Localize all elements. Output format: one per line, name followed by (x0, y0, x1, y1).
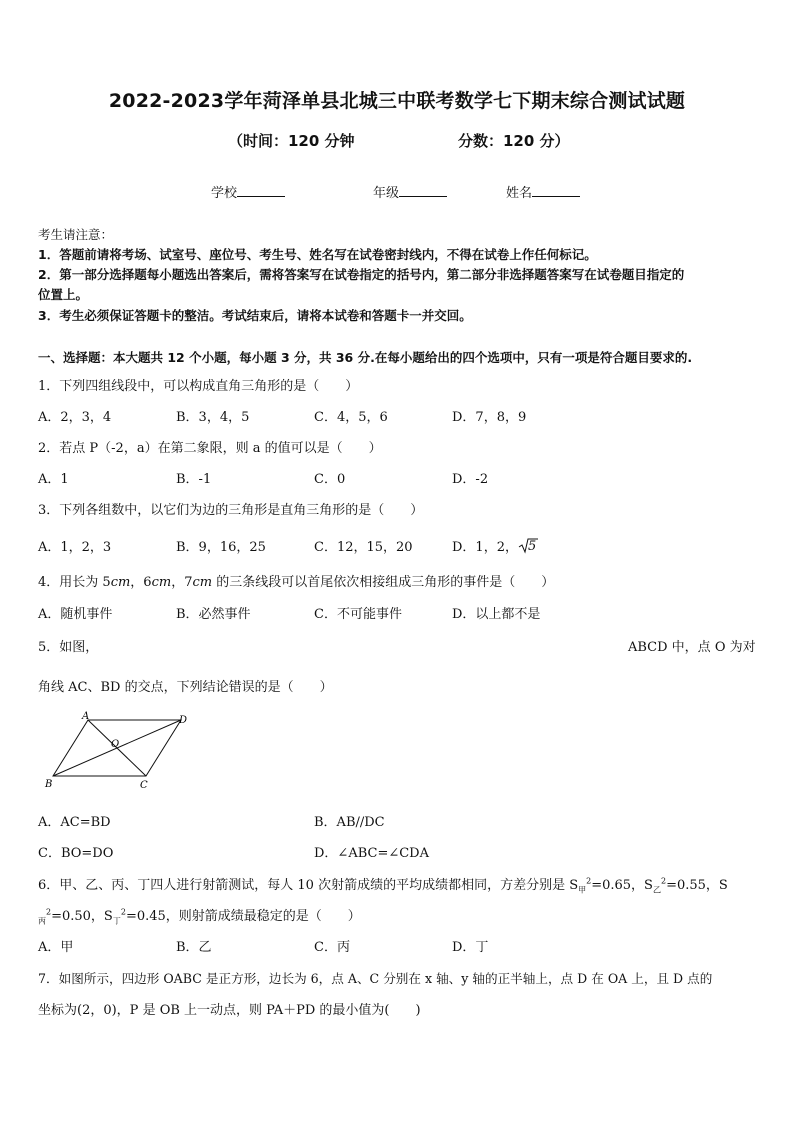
name-blank[interactable] (532, 184, 580, 197)
q2-option-a[interactable]: A．1 (38, 472, 69, 487)
grade-field[interactable] (373, 182, 447, 201)
q5-option-d[interactable]: D．∠ABC=∠CDA (314, 846, 429, 861)
question-4-stem (38, 571, 554, 590)
question-5-stem-line2: 角线 AC、BD 的交点，下列结论错误的是（ ） (38, 680, 333, 695)
notice-item-2: 2．第一部分选择题每小题选出答案后，需将答案写在试卷指定的括号内，第二部分非选择题答案写在试卷题目指定的 (38, 267, 685, 282)
q3-option-d-label: D．1，2， (452, 540, 518, 555)
q4-stem-part-2: ，6 (130, 575, 152, 590)
q2-option-d[interactable]: D．-2 (452, 472, 489, 487)
q6-text-3: =0.55，S (666, 878, 728, 893)
q4-stem-part-3: ，7 (171, 575, 193, 590)
school-label: 学校 (211, 186, 238, 201)
q4-unit-3: cm (192, 575, 213, 590)
parallelogram-figure (38, 708, 198, 794)
q6-option-a[interactable]: A．甲 (38, 940, 74, 955)
notice-item-2-cont: 位置上。 (38, 287, 89, 302)
q4-option-b[interactable]: B．必然事件 (176, 607, 251, 622)
q6-sub-ding: 丁 (112, 916, 121, 926)
notice-item-1: 1．答题前请将考场、试室号、座位号、考生号、姓名写在试卷密封线内，不得在试卷上作任何标记。 (38, 247, 597, 262)
question-3-stem: 3．下列各组数中，以它们为边的三角形是直角三角形的是（ ） (38, 503, 424, 518)
q6-option-b[interactable]: B．乙 (176, 940, 212, 955)
question-6-stem-line1 (38, 874, 728, 896)
q4-option-d[interactable]: D．以上都不是 (452, 607, 541, 622)
q6-sq-1: 2 (586, 876, 592, 886)
question-5-stem-left: 5．如图， (38, 640, 99, 655)
q6-sub-jia: 甲 (578, 885, 587, 895)
q4-option-a[interactable]: A．随机事件 (38, 607, 113, 622)
exam-title: 2022-2023学年菏泽单县北城三中联考数学七下期末综合测试试题 (108, 90, 686, 112)
q4-stem-part-1: 4．用长为 5 (38, 575, 111, 590)
q6-text-5: =0.45，则射箭成绩最稳定的是（ ） (125, 909, 361, 924)
q6-sub-yi: 乙 (652, 885, 661, 895)
name-field[interactable] (506, 182, 580, 201)
center-label-o: O (111, 739, 120, 750)
exam-time: （时间：120 分钟 (228, 132, 355, 150)
vertex-label-d: D (179, 715, 188, 726)
section-heading: 一、选择题：本大题共 12 个小题，每小题 3 分，共 36 分.在每小题给出的四个选项中，只有一项是符合题目要求的. (38, 350, 693, 365)
q6-text-4: =0.50，S (51, 909, 113, 924)
sqrt-value: 5 (527, 539, 537, 554)
question-1-stem: 1．下列四组线段中，可以构成直角三角形的是（ ） (38, 379, 359, 394)
q1-option-b[interactable]: B．3，4，5 (176, 410, 250, 425)
q1-option-d[interactable]: D．7，8，9 (452, 410, 527, 425)
q6-option-c[interactable]: C．丙 (314, 940, 350, 955)
question-5-stem-right: ABCD 中，点 O 为对 (628, 640, 756, 655)
vertex-label-a: A (82, 711, 90, 722)
q3-option-a[interactable]: A．1，2，3 (38, 540, 112, 555)
vertex-label-b: B (45, 779, 53, 790)
q6-sq-2: 2 (660, 876, 667, 886)
q3-option-d[interactable] (452, 536, 538, 555)
q3-option-b[interactable]: B．9，16，25 (176, 540, 266, 555)
q6-option-d[interactable]: D．丁 (452, 940, 489, 955)
grade-label: 年级 (373, 186, 400, 201)
q2-option-c[interactable]: C．0 (314, 472, 346, 487)
q6-text-2: =0.65，S (591, 878, 653, 893)
vertex-label-c: C (140, 780, 148, 791)
q3-option-c[interactable]: C．12，15，20 (314, 540, 413, 555)
q4-unit-2: cm (151, 575, 172, 590)
question-2-stem: 2．若点 P（-2，a）在第二象限，则 a 的值可以是（ ） (38, 441, 382, 456)
q1-option-c[interactable]: C．4，5，6 (314, 410, 388, 425)
question-7-stem-line2: 坐标为(2，0)，P 是 OB 上一动点，则 PA＋PD 的最小值为( ) (38, 1003, 421, 1018)
sqrt-icon (518, 538, 538, 554)
exam-score: 分数：120 分） (458, 132, 570, 150)
question-6-stem-line2 (38, 905, 361, 927)
q5-option-c[interactable]: C．BO=DO (38, 846, 114, 861)
q5-option-a[interactable]: A．AC=BD (38, 815, 111, 830)
question-7-stem-line1: 7．如图所示，四边形 OABC 是正方形，边长为 6，点 A、C 分别在 x 轴、y 轴的正半轴上，点 D 在 OA 上，且 D 点的 (38, 971, 713, 986)
notice-item-3: 3．考生必须保证答题卡的整洁。考试结束后，请将本试卷和答题卡一并交回。 (38, 308, 472, 323)
grade-blank[interactable] (399, 184, 447, 197)
q6-sq-4: 2 (120, 907, 126, 917)
q6-text-1: 6．甲、乙、丙、丁四人进行射箭测试，每人 10 次射箭成绩的平均成绩都相同，方差分别是 S (38, 878, 579, 893)
q6-sub-bing: 丙 (38, 916, 46, 926)
q5-option-b[interactable]: B．AB//DC (314, 815, 385, 830)
q2-option-b[interactable]: B．-1 (176, 472, 212, 487)
q4-unit-1: cm (110, 575, 131, 590)
notice-heading: 考生请注意： (38, 227, 114, 242)
school-blank[interactable] (237, 184, 285, 197)
school-field[interactable] (211, 182, 285, 201)
q6-sq-3: 2 (46, 907, 52, 917)
q1-option-a[interactable]: A．2，3，4 (38, 410, 112, 425)
name-label: 姓名 (506, 186, 533, 201)
q4-option-c[interactable]: C．不可能事件 (314, 607, 402, 622)
q4-stem-part-4: 的三条线段可以首尾依次相接组成三角形的事件是（ ） (212, 575, 555, 590)
